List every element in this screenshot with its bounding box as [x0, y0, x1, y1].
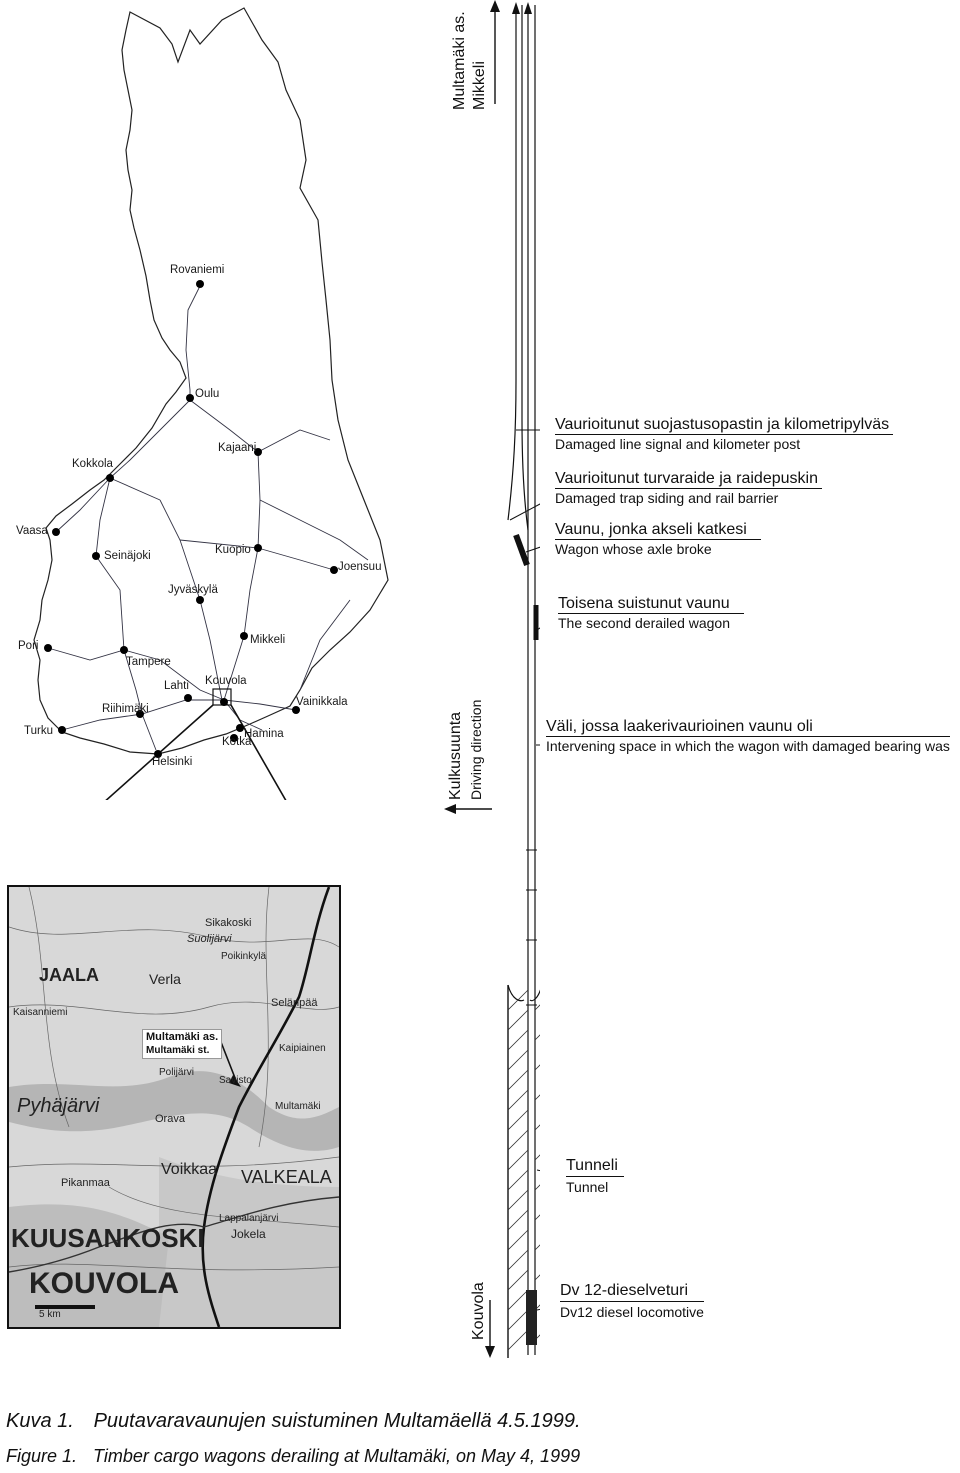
annotation-en: Damaged line signal and kilometer post — [555, 436, 801, 452]
city-dot — [330, 566, 338, 574]
rail-line — [142, 714, 156, 750]
track-diagram — [440, 0, 540, 1360]
annotation-fi: Väli, jossa laakerivaurioinen vaunu oli — [546, 718, 950, 737]
inset-place-label: Orava — [155, 1113, 185, 1125]
annotation-fi: Vaurioitunut turvaraide ja raidepuskin — [555, 470, 822, 489]
annotation-en: Wagon whose axle broke — [555, 541, 712, 557]
city-label-lahti: Lahti — [164, 680, 189, 692]
inset-place-label: VALKEALA — [241, 1167, 332, 1187]
annotation-en: The second derailed wagon — [558, 615, 731, 631]
derailed-wagon-mark — [516, 535, 527, 565]
city-label-tampere: Tampere — [126, 656, 171, 668]
annotation-en: Tunnel — [566, 1179, 609, 1195]
up-arrow-icon — [488, 0, 502, 106]
caption-fi-prefix: Kuva 1. — [6, 1410, 74, 1432]
annotation-en: Damaged trap siding and rail barrier — [555, 490, 779, 506]
annotation-trap-siding — [555, 470, 822, 507]
rail-line — [110, 400, 190, 478]
rail-line — [190, 400, 260, 548]
station-label-en: Multamäki st. — [146, 1045, 210, 1056]
track-end-label-line1: Multamäki as. — [451, 11, 468, 110]
annotation-tunnel — [566, 1156, 624, 1197]
inset-place-label: Poikinkylä — [221, 951, 267, 962]
rail-line — [258, 548, 334, 570]
annotation-signal — [555, 416, 893, 453]
city-dot — [92, 552, 100, 560]
annotation-fi: Toisena suistunut vaunu — [558, 595, 744, 614]
down-arrow-icon — [483, 1300, 497, 1358]
annotation-fi: Vaunu, jonka akseli katkesi — [555, 521, 761, 540]
finland-outline — [34, 8, 388, 754]
city-dot — [120, 646, 128, 654]
city-dot — [52, 528, 60, 536]
city-label-kajaani: Kajaani — [218, 442, 257, 454]
inset-place-label: Sikakoski — [205, 917, 252, 929]
station-label-fi: Multamäki as. — [146, 1031, 219, 1043]
caption-fi — [6, 1410, 581, 1433]
city-label-oulu: Oulu — [195, 388, 220, 400]
inset-place-label: KOUVOLA — [29, 1267, 179, 1300]
city-label-vainikkala: Vainikkala — [296, 696, 348, 708]
city-dot — [58, 726, 66, 734]
annotation-en: Intervening space in which the wagon with damaged bearing was — [546, 738, 950, 754]
inset-place-label: Verla — [149, 971, 181, 987]
driving-direction-en: Driving direction — [468, 699, 484, 800]
rail-line — [96, 478, 124, 650]
city-dot — [236, 724, 244, 732]
inset-place-label: Selänpää — [271, 997, 318, 1009]
city-label-rovaniemi: Rovaniemi — [170, 264, 225, 276]
annotation-fi: Tunneli — [566, 1156, 624, 1177]
city-dot — [184, 694, 192, 702]
inset-place-label: Polijärvi — [159, 1067, 195, 1078]
city-label-seinajoki: Seinäjoki — [104, 550, 151, 562]
city-dot — [254, 544, 262, 552]
inset-place-label: Savisto — [219, 1075, 252, 1086]
rail-line — [110, 478, 160, 500]
annotation-axle-wagon — [555, 521, 761, 558]
locomotive-mark — [526, 1290, 537, 1345]
kouvola-direction-label: Kouvola — [470, 1282, 487, 1340]
city-dot — [44, 644, 52, 652]
annotation-bearing-space — [546, 718, 950, 755]
city-dot — [186, 394, 194, 402]
city-dot — [196, 596, 204, 604]
station-label-box — [142, 1029, 222, 1059]
inset-callout-line — [10, 705, 213, 800]
city-label-joensuu: Joensuu — [338, 561, 382, 573]
track-end-label-line2: Mikkeli — [471, 61, 488, 110]
annotation-fi: Dv 12-dieselveturi — [560, 1281, 704, 1302]
inset-place-label: JAALA — [39, 965, 100, 985]
annotation-second-wagon — [558, 595, 744, 632]
inset-place-label: Multamäki — [275, 1101, 321, 1112]
inset-place-label: Kaisanniemi — [13, 1007, 68, 1018]
rail-line — [56, 478, 110, 532]
annotation-fi: Vaurioitunut suojastusopastin ja kilometripylväs — [555, 416, 893, 435]
inset-place-label: Pyhäjärvi — [17, 1095, 100, 1117]
city-dot — [240, 632, 248, 640]
driving-direction-fi: Kulkusuunta — [447, 711, 464, 800]
caption-en-prefix: Figure 1. — [6, 1446, 78, 1466]
city-dot — [196, 280, 204, 288]
track-end-label — [450, 11, 490, 110]
city-label-vaasa: Vaasa — [16, 525, 48, 537]
annotation-en: Dv12 diesel locomotive — [560, 1304, 704, 1320]
city-label-hamina: Hamina — [244, 728, 284, 740]
inset-place-label: Kaipiainen — [279, 1043, 326, 1054]
scale-label: 5 km — [39, 1309, 61, 1320]
city-label-turku: Turku — [24, 725, 53, 737]
city-label-kokkola: Kokkola — [72, 458, 113, 470]
rail-line — [260, 500, 368, 560]
rail-line — [258, 430, 330, 452]
rail-line — [224, 700, 296, 710]
inset-place-label: Pikanmaa — [61, 1177, 110, 1189]
rail-line — [186, 282, 202, 400]
local-map-inset — [7, 885, 341, 1329]
caption-en-text: Timber cargo wagons derailing at Multamäki, on May 4, 1999 — [93, 1446, 581, 1466]
inset-callout-line — [231, 705, 335, 800]
city-label-riihimaki: Riihimäki — [102, 703, 149, 715]
city-label-mikkeli: Mikkeli — [250, 634, 286, 646]
annotation-locomotive — [560, 1281, 704, 1322]
down-arrow-icon — [444, 800, 494, 816]
caption-fi-text: Puutavaravaunujen suistuminen Multamäellä 4.5.1999. — [93, 1410, 581, 1432]
city-dot — [220, 698, 228, 706]
inset-place-label: Lappalanjärvi — [219, 1213, 279, 1224]
inset-place-label: Jokela — [231, 1227, 266, 1241]
inset-place-label: Voikkaa — [161, 1161, 218, 1178]
city-dot — [106, 474, 114, 482]
city-label-pori: Pori — [18, 640, 39, 652]
inset-place-label: Suolijärvi — [187, 933, 232, 945]
city-label-kuopio: Kuopio — [215, 544, 251, 556]
city-label-kouvola: Kouvola — [205, 675, 247, 687]
inset-place-label: KUUSANKOSKI — [11, 1223, 205, 1253]
city-label-kotka: Kotka — [222, 736, 252, 748]
caption-en — [6, 1446, 580, 1467]
city-label-jyvaskyla: Jyväskylä — [168, 584, 218, 596]
city-label-helsinki: Helsinki — [152, 756, 193, 768]
driving-direction-label — [446, 700, 486, 800]
